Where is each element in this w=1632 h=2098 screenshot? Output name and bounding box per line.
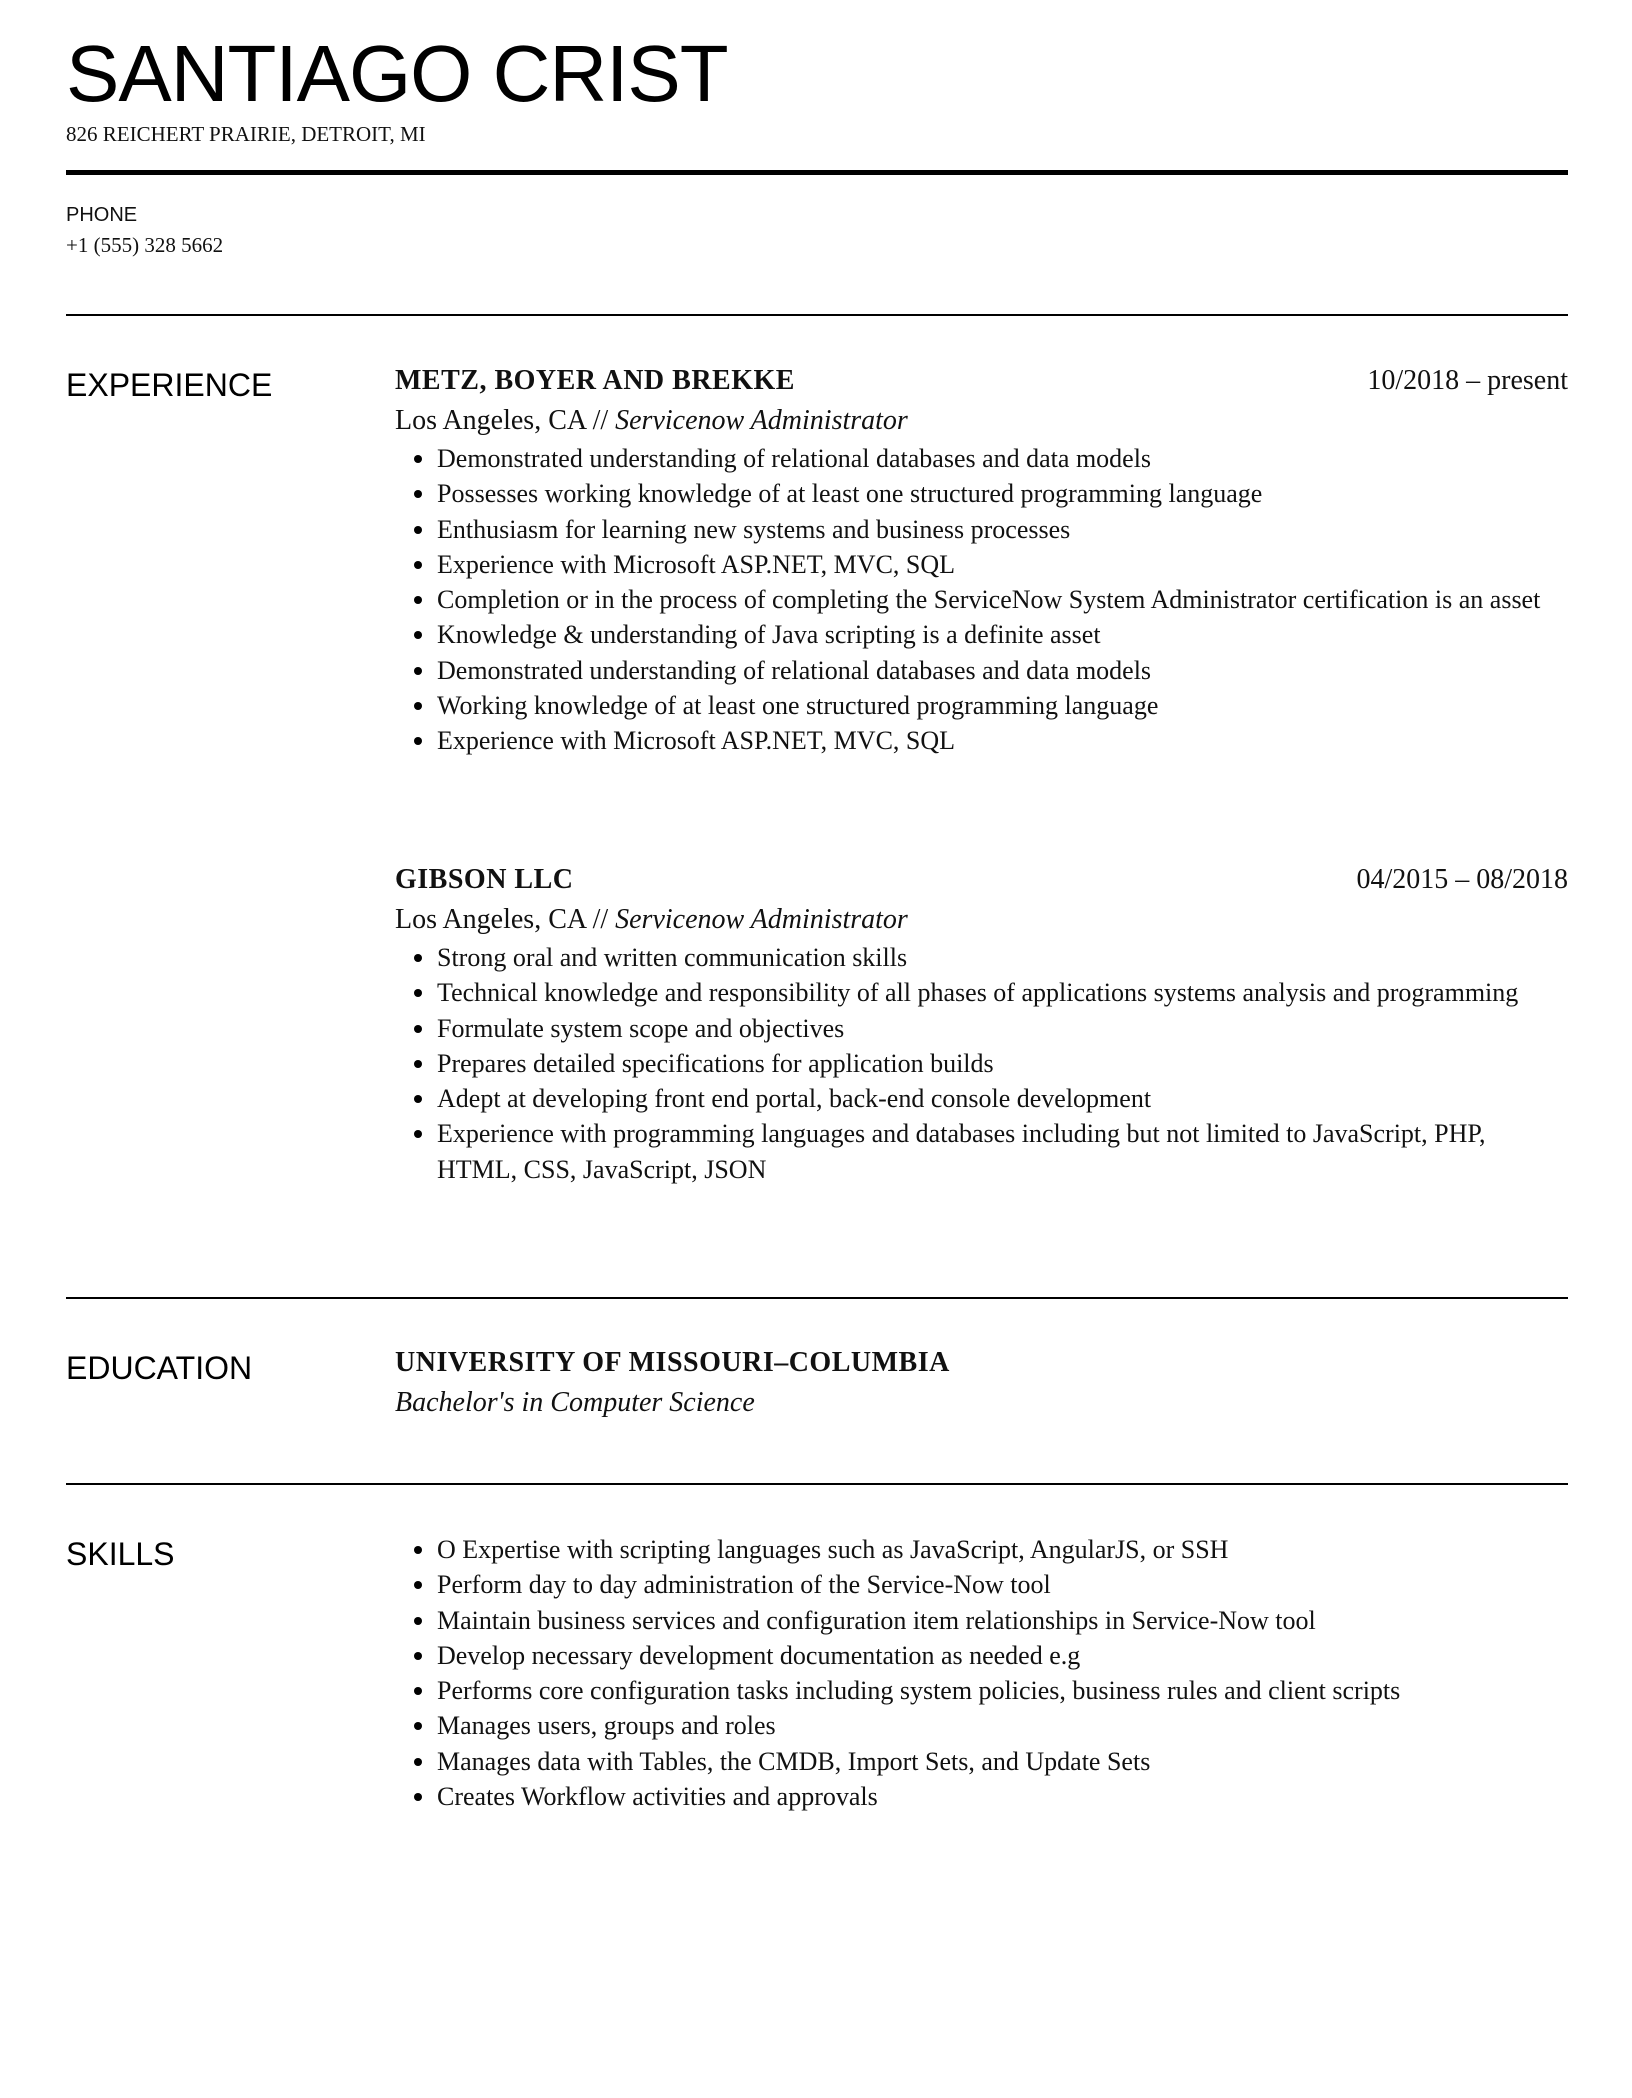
job-company: METZ, BOYER AND BREKKE xyxy=(395,365,795,396)
skills-list xyxy=(395,1532,1568,1814)
section-divider xyxy=(66,1297,1568,1299)
job-bullet: Adept at developing front end portal, back-end console development xyxy=(395,1081,1568,1116)
job-bullet: Working knowledge of at least one structured programming language xyxy=(395,688,1568,723)
skill-item: Creates Workflow activities and approvals xyxy=(395,1779,1568,1814)
candidate-address: 826 REICHERT PRAIRIE, DETROIT, MI xyxy=(66,122,426,146)
job-bullet-list xyxy=(395,940,1568,1187)
phone-label: PHONE xyxy=(66,204,138,226)
job-location-role xyxy=(395,401,1568,441)
job-bullet: Knowledge & understanding of Java scripting is a definite asset xyxy=(395,617,1568,652)
skills-content xyxy=(395,1532,1568,1814)
job-bullet-list xyxy=(395,441,1568,759)
job-location: Los Angeles, CA xyxy=(395,904,586,935)
candidate-name: SANTIAGO CRIST xyxy=(66,29,728,118)
education-heading: EDUCATION xyxy=(66,1350,253,1386)
experience-heading: EXPERIENCE xyxy=(66,367,273,403)
job-bullet: Completion or in the process of completing the ServiceNow System Administrator certification is an asset xyxy=(395,582,1568,617)
skill-item: Manages users, groups and roles xyxy=(395,1708,1568,1743)
skill-item: Develop necessary development documentation as needed e.g xyxy=(395,1638,1568,1673)
job-entry xyxy=(395,361,1568,759)
skill-item: Maintain business services and configuration item relationships in Service-Now tool xyxy=(395,1603,1568,1638)
education-degree: Bachelor's in Computer Science xyxy=(395,1387,755,1418)
job-company: GIBSON LLC xyxy=(395,864,574,895)
job-separator: // xyxy=(585,904,616,935)
job-bullet: Formulate system scope and objectives xyxy=(395,1011,1568,1046)
job-bullet: Strong oral and written communication skills xyxy=(395,940,1568,975)
job-bullet: Possesses working knowledge of at least one structured programming language xyxy=(395,476,1568,511)
phone-number: +1 (555) 328 5662 xyxy=(66,233,224,257)
header-divider xyxy=(66,170,1568,175)
skill-item: Performs core configuration tasks including system policies, business rules and client scripts xyxy=(395,1673,1568,1708)
skill-item: O Expertise with scripting languages such as JavaScript, AngularJS, or SSH xyxy=(395,1532,1568,1567)
job-location-role xyxy=(395,900,1568,940)
job-bullet: Technical knowledge and responsibility of all phases of applications systems analysis and programming xyxy=(395,975,1568,1010)
job-separator: // xyxy=(585,405,616,436)
education-content xyxy=(395,1343,1568,1423)
skill-item: Manages data with Tables, the CMDB, Import Sets, and Update Sets xyxy=(395,1744,1568,1779)
job-role: Servicenow Administrator xyxy=(615,405,908,436)
job-bullet: Enthusiasm for learning new systems and business processes xyxy=(395,512,1568,547)
job-dates: 10/2018 – present xyxy=(1367,365,1568,396)
job-location: Los Angeles, CA xyxy=(395,405,586,436)
job-bullet: Experience with Microsoft ASP.NET, MVC, SQL xyxy=(395,547,1568,582)
job-role: Servicenow Administrator xyxy=(615,904,908,935)
section-divider xyxy=(66,314,1568,316)
job-dates: 04/2015 – 08/2018 xyxy=(1356,864,1568,895)
job-bullet: Experience with Microsoft ASP.NET, MVC, SQL xyxy=(395,723,1568,758)
skills-heading: SKILLS xyxy=(66,1536,175,1572)
skill-item: Perform day to day administration of the Service-Now tool xyxy=(395,1567,1568,1602)
job-entry xyxy=(395,860,1568,1187)
education-school: UNIVERSITY OF MISSOURI–COLUMBIA xyxy=(395,1347,950,1378)
job-bullet: Demonstrated understanding of relational databases and data models xyxy=(395,441,1568,476)
job-bullet: Experience with programming languages and databases including but not limited to JavaScript, PHP, HTML, CSS, JavaScript, JSON xyxy=(395,1116,1568,1187)
section-divider xyxy=(66,1483,1568,1485)
job-bullet: Prepares detailed specifications for application builds xyxy=(395,1046,1568,1081)
job-bullet: Demonstrated understanding of relational databases and data models xyxy=(395,653,1568,688)
